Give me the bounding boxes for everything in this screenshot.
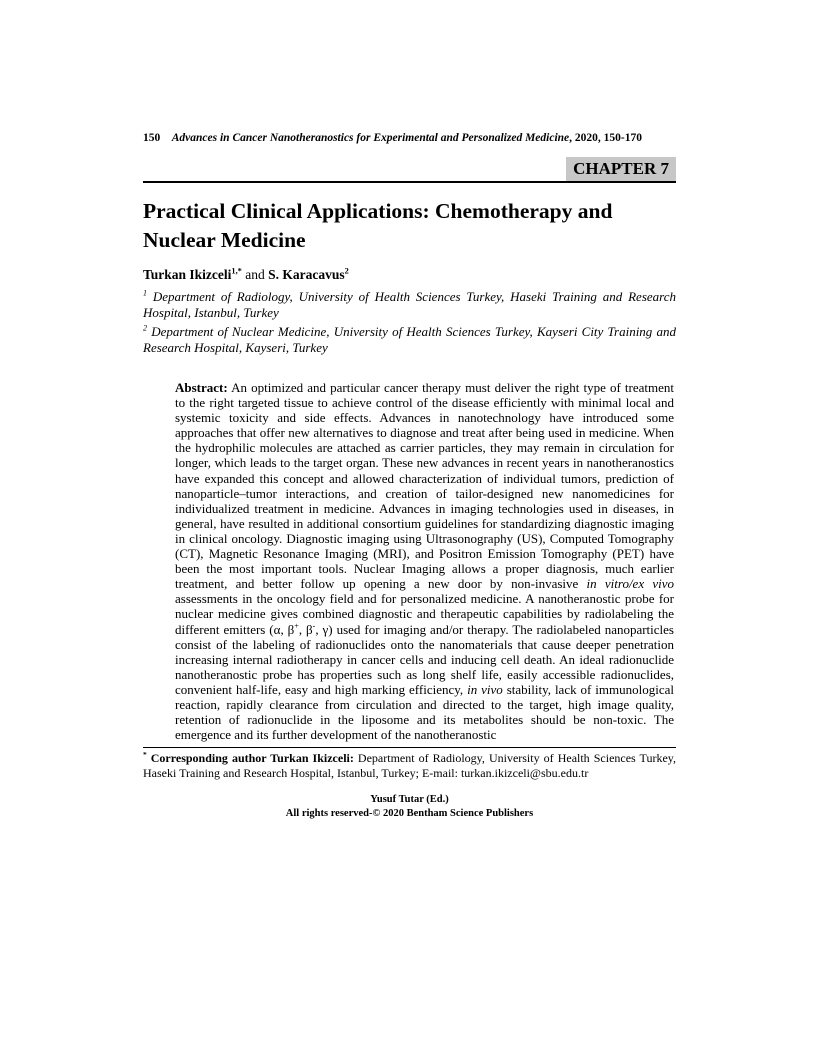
footnote-divider (143, 747, 676, 748)
footer-editor: Yusuf Tutar (Ed.) (370, 794, 449, 806)
corresponding-author-footnote: * Corresponding author Turkan Ikizceli: Department of Radiology, University of Health Sciences Turkey, Haseki Training and Research Hospital, Istanbul, Turkey; E-mail: turkan.ikizceli@sbu.edu.tr (143, 750, 677, 781)
affiliation-2: $^2$ Department of Nuclear Medicine, University of Health Sciences Turkey, Kayseri City Training and Research Hospital, Kayseri, Turkey (143, 323, 676, 355)
affiliation-1: $^1$ Department of Radiology, University of Health Sciences Turkey, Haseki Training and Research Hospital, Istanbul, Turkey (143, 288, 676, 320)
chapter-title: Practical Clinical Applications: Chemotherapy and Nuclear Medicine (143, 199, 613, 252)
footer-copyright: All rights reserved-© 2020 Bentham Science Publishers (285, 807, 534, 819)
page-footer (143, 793, 676, 820)
chapter-badge: CHAPTER 7 (566, 157, 676, 181)
authors-line: Turkan Ikizceli$^{1,*}$ and S. Karacavus$^2$ (143, 266, 349, 282)
header-rule (143, 157, 676, 183)
running-header: 150 Advances in Cancer Nanotheranostics for Experimental and Personalized Medicine, 2020, 150-170 (143, 132, 643, 144)
abstract-paragraph: Abstract: An optimized and particular cancer therapy must deliver the right type of treatment to the right targeted tissue to achieve control of the disease efficiently with minimal local and systemic toxicity and side effects. Advances in nanotechnology have introduced some approaches that offer new alternatives to diagnose and treat after being used in medicine. When the hydrophilic molecules are attached as carrier particles, they may remain in circulation for longer, which leads to the target organ. These new advances in recent years in nanotheranostics have expanded this concept and allowed characterization of individual tumors, prediction of nanoparticle–tumor interactions, and creation of tailor-designed new nanomedicines for individualized treatment in medicine. Advances in imaging technologies used in diseases, in general, have resulted in additional consortium guidelines for standardizing diagnostic imaging in clinical oncology. Diagnostic imaging using Ultrasonography (US), Computed Tomography (CT), Magnetic Resonance Imaging (MRI), and Positron Emission Tomography (PET) have been the most important tools. Nuclear Imaging allows a proper diagnosis, much earlier treatment, and better follow up opening a new door by non-invasive in vitro/ex vivo assessments in the oncology field and for personalized medicine. A nanotheranostic probe for nuclear medicine gives combined diagnostic and therapeutic capabilities by radiolabeling the different emitters (α, β+, β-, γ) used for imaging and/or therapy. The radiolabeled nanoparticles consist of the labeling of radionuclides onto the nanomaterials that cause deeper penetration increasing internal radiotherapy in cancer cells and inducing cell death. An ideal radionuclide nanotheranostic probe has properties such as long shelf life, easily accessible radionuclides, convenient half-life, easy and high marking efficiency, in vivo stability, lack of immunological reaction, rapidly clearance from circulation and directed to the target, high image quality, retention of radionuclide in the liposome and its metabolites should be non-toxic. The emergence and its further development of the nanotheranostic (175, 380, 674, 743)
